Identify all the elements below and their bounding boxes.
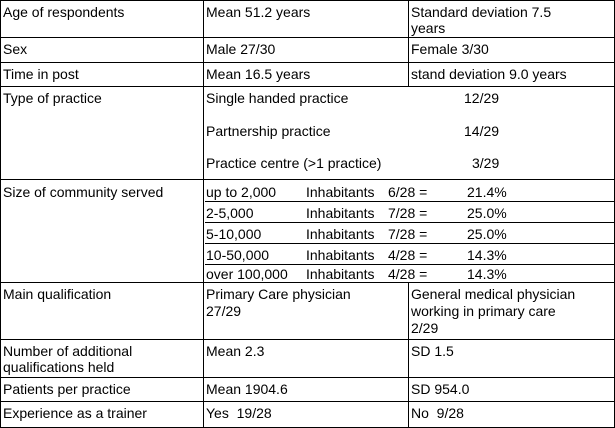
qualification-primary-line1: Primary Care physician bbox=[206, 286, 351, 302]
age-sd-line1: Standard deviation 7.5 bbox=[411, 4, 552, 20]
additional-qualifications-mean: Mean 2.3 bbox=[206, 343, 265, 359]
practice-type-value: 14/29 bbox=[464, 123, 500, 139]
time-in-post-label: Time in post bbox=[3, 66, 79, 82]
patients-sd: SD 954.0 bbox=[411, 381, 470, 397]
community-range: 2-5,000 bbox=[206, 205, 254, 221]
community-range: 5-10,000 bbox=[206, 226, 262, 242]
age-sd-line2: years bbox=[411, 20, 446, 36]
practice-type-value: 3/29 bbox=[472, 155, 500, 171]
row-divider bbox=[0, 339, 615, 340]
qualification-primary-line2: 27/29 bbox=[206, 303, 242, 319]
sex-male: Male 27/30 bbox=[206, 41, 276, 57]
trainer-yes: Yes 19/28 bbox=[206, 405, 272, 421]
time-in-post-mean: Mean 16.5 years bbox=[206, 66, 311, 82]
community-pct: 25.0% bbox=[467, 205, 507, 221]
community-range: over 100,000 bbox=[206, 266, 288, 282]
patients-label: Patients per practice bbox=[3, 381, 131, 397]
practice-type-name: Single handed practice bbox=[206, 90, 349, 106]
community-unit: Inhabitants bbox=[306, 226, 375, 242]
community-size-label: Size of community served bbox=[3, 184, 164, 200]
community-count: 4/28 = bbox=[388, 247, 428, 263]
community-pct: 14.3% bbox=[467, 266, 507, 282]
additional-qualifications-label-line1: Number of additional bbox=[3, 343, 133, 359]
column-divider bbox=[408, 0, 409, 86]
row-divider bbox=[205, 264, 615, 265]
additional-qualifications-label-line2: qualifications held bbox=[3, 359, 115, 375]
community-count: 6/28 = bbox=[388, 184, 428, 200]
community-range: 10-50,000 bbox=[206, 247, 270, 263]
trainer-label: Experience as a trainer bbox=[3, 405, 147, 421]
qualification-general-line2: working in primary care bbox=[411, 303, 556, 319]
qualification-general-line3: 2/29 bbox=[411, 320, 439, 336]
row-divider bbox=[0, 377, 615, 378]
community-count: 7/28 = bbox=[388, 226, 428, 242]
column-divider bbox=[0, 0, 1, 428]
practice-type-label: Type of practice bbox=[3, 90, 102, 106]
row-divider bbox=[0, 37, 615, 38]
sex-label: Sex bbox=[3, 41, 28, 57]
sex-female: Female 3/30 bbox=[411, 41, 489, 57]
row-divider bbox=[205, 201, 615, 202]
age-mean: Mean 51.2 years bbox=[206, 4, 311, 20]
row-divider bbox=[0, 179, 615, 180]
community-unit: Inhabitants bbox=[306, 184, 375, 200]
community-unit: Inhabitants bbox=[306, 266, 375, 282]
row-divider bbox=[0, 401, 615, 402]
row-divider bbox=[0, 86, 615, 87]
practice-type-value: 12/29 bbox=[464, 90, 500, 106]
qualification-label: Main qualification bbox=[3, 286, 112, 302]
community-unit: Inhabitants bbox=[306, 205, 375, 221]
community-unit: Inhabitants bbox=[306, 247, 375, 263]
patients-mean: Mean 1904.6 bbox=[206, 381, 288, 397]
community-pct: 14.3% bbox=[467, 247, 507, 263]
row-divider bbox=[0, 62, 615, 63]
community-range: up to 2,000 bbox=[206, 184, 277, 200]
qualification-general-line1: General medical physician bbox=[411, 286, 576, 302]
column-divider bbox=[408, 282, 409, 428]
age-label: Age of respondents bbox=[3, 4, 125, 20]
row-divider bbox=[0, 0, 615, 1]
community-pct: 25.0% bbox=[467, 226, 507, 242]
time-in-post-sd: stand deviation 9.0 years bbox=[411, 66, 567, 82]
community-count: 4/28 = bbox=[388, 266, 428, 282]
practice-type-name: Practice centre (>1 practice) bbox=[206, 155, 382, 171]
trainer-no: No 9/28 bbox=[411, 405, 464, 421]
row-divider bbox=[205, 222, 615, 223]
column-divider bbox=[203, 0, 204, 428]
community-count: 7/28 = bbox=[388, 205, 428, 221]
community-pct: 21.4% bbox=[467, 184, 507, 200]
additional-qualifications-sd: SD 1.5 bbox=[411, 343, 454, 359]
row-divider bbox=[205, 243, 615, 244]
row-divider bbox=[0, 282, 615, 283]
practice-type-name: Partnership practice bbox=[206, 123, 331, 139]
